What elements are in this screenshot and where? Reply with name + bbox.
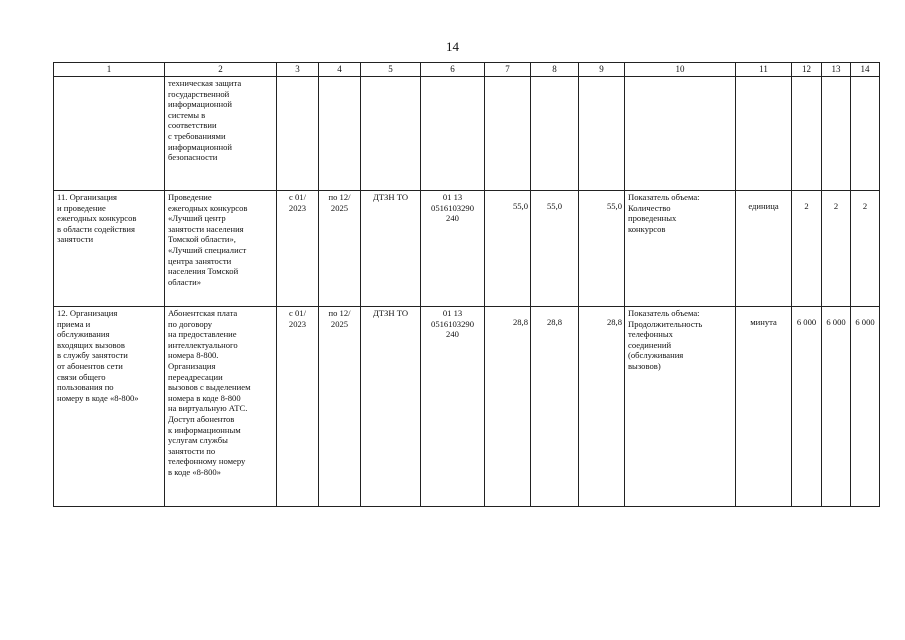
table-cell xyxy=(736,77,792,191)
table-cell: 55,0 xyxy=(485,191,531,307)
table-cell: 6 000 xyxy=(851,307,880,507)
table-cell xyxy=(361,77,421,191)
table-cell: 28,8 xyxy=(531,307,579,507)
table-cell: по 12/ 2025 xyxy=(319,191,361,307)
header-cell: 1 xyxy=(54,63,165,77)
table-cell: минута xyxy=(736,307,792,507)
table-cell: 2 xyxy=(822,191,851,307)
header-cell: 8 xyxy=(531,63,579,77)
table-cell: ДТЗН ТО xyxy=(361,307,421,507)
table-cell xyxy=(792,77,822,191)
table-cell xyxy=(485,77,531,191)
table-cell xyxy=(277,77,319,191)
header-cell: 5 xyxy=(361,63,421,77)
table-cell: 01 13 0516103290 240 xyxy=(421,191,485,307)
table-cell xyxy=(822,77,851,191)
table-cell: техническая защита государственной информационной системы в соответствии с требованиями информационной безопасности xyxy=(165,77,277,191)
table-cell: 11. Организация и проведение ежегодных конкурсов в области содействия занятости xyxy=(54,191,165,307)
table-cell: 28,8 xyxy=(485,307,531,507)
header-cell: 9 xyxy=(579,63,625,77)
table-cell: ДТЗН ТО xyxy=(361,191,421,307)
table-cell: 55,0 xyxy=(531,191,579,307)
header-cell: 2 xyxy=(165,63,277,77)
table-cell xyxy=(579,77,625,191)
header-row xyxy=(54,63,880,77)
table-cell: 12. Организация приема и обслуживания входящих вызовов в службу занятости от абонентов сети связи общего пользования по номеру в коде «8-800» xyxy=(54,307,165,507)
table-cell: 55,0 xyxy=(579,191,625,307)
header-cell: 7 xyxy=(485,63,531,77)
table-cell: 01 13 0516103290 240 xyxy=(421,307,485,507)
header-cell: 14 xyxy=(851,63,880,77)
page-number: 14 xyxy=(446,39,459,54)
table-row xyxy=(54,191,880,307)
budget-table xyxy=(53,62,880,507)
table-cell: 2 xyxy=(792,191,822,307)
header-cell: 13 xyxy=(822,63,851,77)
table-cell: 6 000 xyxy=(792,307,822,507)
table-row xyxy=(54,77,880,191)
header-cell: 12 xyxy=(792,63,822,77)
table-cell: 6 000 xyxy=(822,307,851,507)
table-cell: с 01/ 2023 xyxy=(277,307,319,507)
table-cell: Показатель объема: Количество проведенных конкурсов xyxy=(625,191,736,307)
table-cell xyxy=(54,77,165,191)
table-cell: Показатель объема: Продолжительность телефонных соединений (обслуживания вызовов) xyxy=(625,307,736,507)
table-cell: 28,8 xyxy=(579,307,625,507)
header-cell: 4 xyxy=(319,63,361,77)
header-cell: 6 xyxy=(421,63,485,77)
header-cell: 11 xyxy=(736,63,792,77)
header-cell: 10 xyxy=(625,63,736,77)
table-cell xyxy=(851,77,880,191)
table-cell xyxy=(319,77,361,191)
table-cell: Абонентская плата по договору на предоставление интеллектуального номера 8-800. Организация переадресации вызовов с выделением номера в коде 8-800 на виртуальную АТС. Доступ абонентов к информационным услугам службы занятости по телефонному номеру в коде «8-800» xyxy=(165,307,277,507)
table-cell xyxy=(625,77,736,191)
table-cell: единица xyxy=(736,191,792,307)
table-cell xyxy=(531,77,579,191)
table-cell: с 01/ 2023 xyxy=(277,191,319,307)
table-cell: по 12/ 2025 xyxy=(319,307,361,507)
header-cell: 3 xyxy=(277,63,319,77)
table-row xyxy=(54,307,880,507)
table-cell xyxy=(421,77,485,191)
table-cell: Проведение ежегодных конкурсов «Лучший центр занятости населения Томской области», «Лучший специалист центра занятости населения Томской области» xyxy=(165,191,277,307)
table-cell: 2 xyxy=(851,191,880,307)
